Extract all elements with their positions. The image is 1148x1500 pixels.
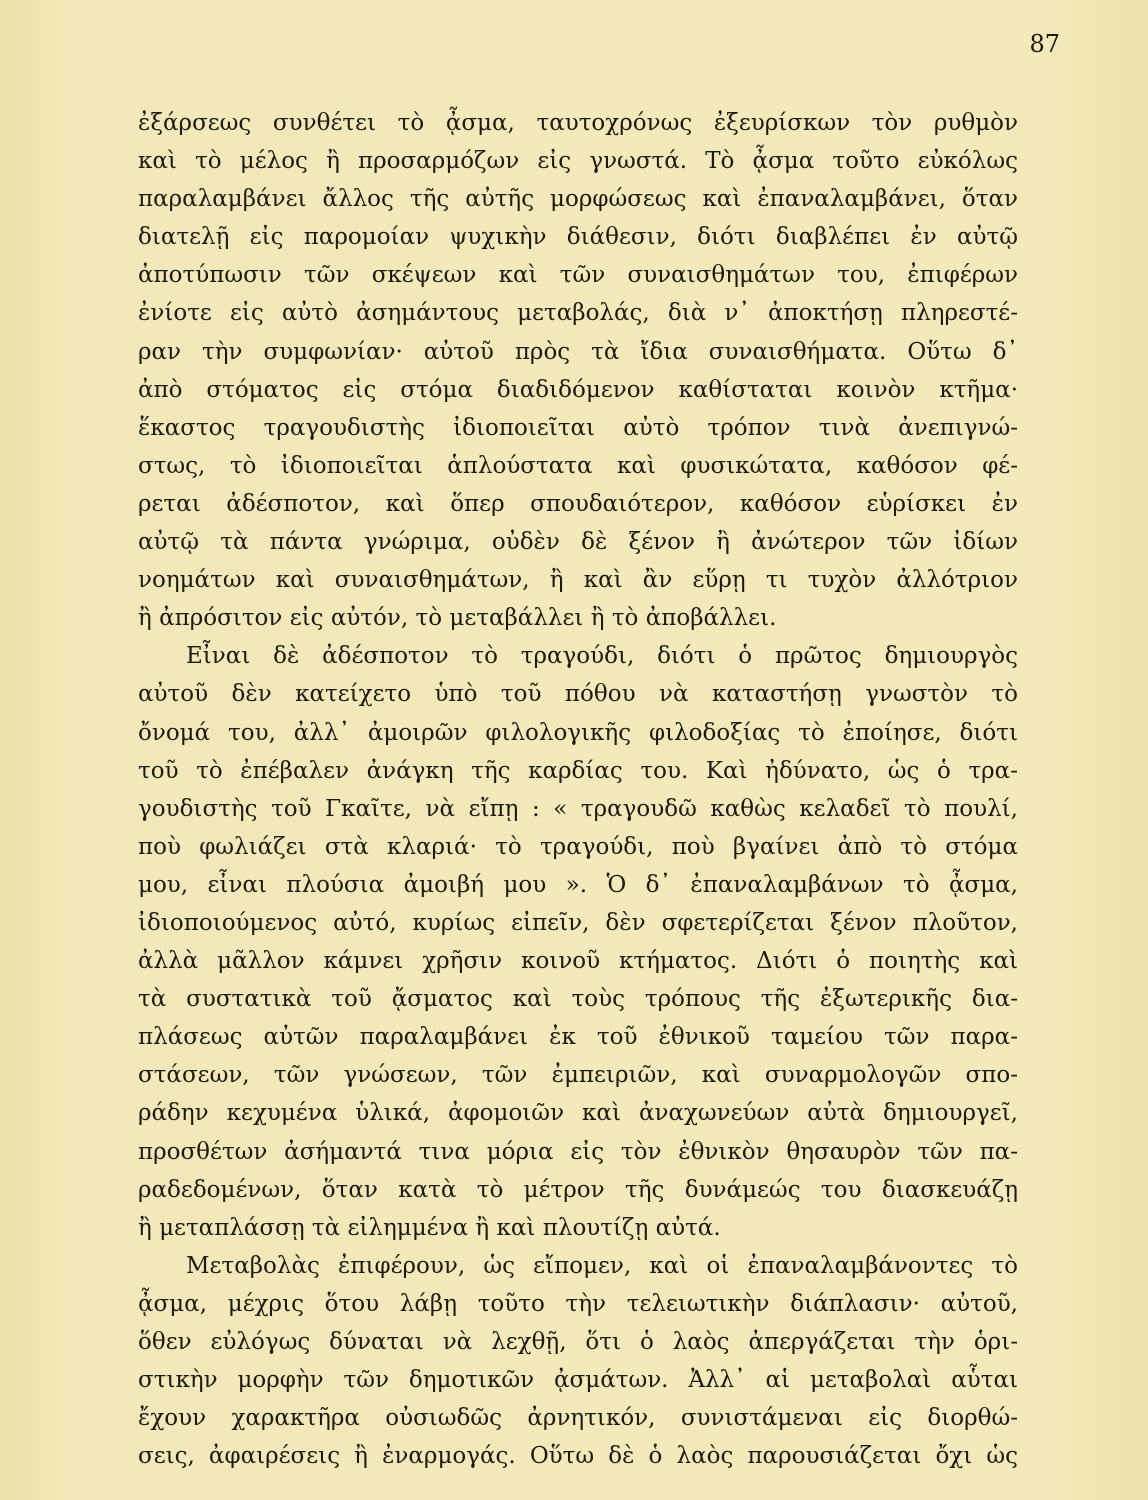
- text-line: ἐνίοτε εἰς αὐτὸ ἀσημάντους μεταβολάς, διὰ ν᾽ ἀποκτήσῃ πληρεστέ-: [138, 300, 1018, 327]
- text-line: στως, τὸ ἰδιοποιεῖται ἁπλούστατα καὶ φυσικώτατα, καθόσον φέ-: [138, 452, 1018, 479]
- body-text: [138, 104, 1018, 1475]
- text-line: ᾆσμα, μέχρις ὅτου λάβῃ τοῦτο τὴν τελειωτικὴν διάπλασιν· αὐτοῦ,: [138, 1290, 1018, 1317]
- text-line: διατελῇ εἰς παρομοίαν ψυχικὴν διάθεσιν, διότι διαβλέπει ἐν αὐτῷ: [138, 224, 1018, 251]
- text-line: πλάσεως αὐτῶν παραλαμβάνει ἐκ τοῦ ἐθνικοῦ ταμείου τῶν παρα-: [138, 1024, 1018, 1051]
- text-line: γουδιστὴς τοῦ Γκαῖτε, νὰ εἴπῃ : « τραγουδῶ καθὼς κελαδεῖ τὸ πουλί,: [138, 795, 1018, 822]
- text-line: νοημάτων καὶ συναισθημάτων, ἢ καὶ ἂν εὕρῃ τι τυχὸν ἀλλότριον: [138, 567, 1018, 594]
- text-line: ὅθεν εὐλόγως δύναται νὰ λεχθῇ, ὅτι ὁ λαὸς ἀπεργάζεται τὴν ὁρι-: [138, 1329, 1018, 1355]
- page-number: 87: [1029, 30, 1060, 58]
- text-line: ἀποτύπωσιν τῶν σκέψεων καὶ τῶν συναισθημάτων του, ἐπιφέρων: [138, 262, 1018, 289]
- text-line: ποὺ φωλιάζει στὰ κλαριά· τὸ τραγούδι, ποὺ βγαίνει ἀπὸ τὸ στόμα: [138, 833, 1018, 860]
- text-line: τὰ συστατικὰ τοῦ ᾄσματος καὶ τοὺς τρόπους τῆς ἐξωτερικῆς δια-: [138, 986, 1018, 1013]
- text-line: ἀλλὰ μᾶλλον κάμνει χρῆσιν κοινοῦ κτήματος. Διότι ὁ ποιητὴς καὶ: [138, 948, 1018, 975]
- text-line: ράδην κεχυμένα ὑλικά, ἀφομοιῶν καὶ ἀναχωνεύων αὐτὰ δημιουργεῖ,: [138, 1100, 1018, 1127]
- text-line: στικὴν μορφὴν τῶν δημοτικῶν ᾀσμάτων. Ἀλλ᾽ αἱ μεταβολαὶ αὗται: [138, 1367, 1018, 1394]
- text-line: ρεται ἀδέσποτον, καὶ ὅπερ σπουδαιότερον, καθόσον εὑρίσκει ἐν: [138, 490, 1018, 517]
- text-line: ἢ μεταπλάσσῃ τὰ εἰλημμένα ἢ καὶ πλουτίζῃ αὐτά.: [138, 1214, 721, 1241]
- text-line: στάσεων, τῶν γνώσεων, τῶν ἐμπειριῶν, καὶ συναρμολογῶν σπο-: [138, 1062, 1018, 1089]
- text-line: τοῦ τὸ ἐπέβαλεν ἀνάγκη τῆς καρδίας του. Καὶ ἠδύνατο, ὡς ὁ τρα-: [138, 757, 1018, 784]
- text-line: αὐτοῦ δὲν κατείχετο ὑπὸ τοῦ πόθου νὰ καταστήσῃ γνωστὸν τὸ: [138, 681, 1018, 708]
- text-line: αὐτῷ τὰ πάντα γνώριμα, οὐδὲν δὲ ξένον ἢ ἀνώτερον τῶν ἰδίων: [138, 529, 1018, 556]
- text-line: ἢ ἀπρόσιτον εἰς αὐτόν, τὸ μεταβάλλει ἢ τὸ ἀποβάλλει.: [138, 605, 777, 632]
- text-line: ἀπὸ στόματος εἰς στόμα διαδιδόμενον καθίσταται κοινὸν κτῆμα·: [138, 376, 1018, 403]
- text-line: μου, εἶναι πλούσια ἀμοιβή μου ». Ὁ δ᾽ ἐπαναλαμβάνων τὸ ᾆσμα,: [138, 871, 1018, 898]
- text-line: ἰδιοποιούμενος αὐτό, κυρίως εἰπεῖν, δὲν σφετερίζεται ξένον πλοῦτον,: [138, 909, 1018, 936]
- text-line: Εἶναι δὲ ἀδέσποτον τὸ τραγούδι, διότι ὁ πρῶτος δημιουργὸς: [186, 643, 1018, 670]
- text-line: ἕκαστος τραγουδιστὴς ἰδιοποιεῖται αὐτὸ τρόπον τινὰ ἀνεπιγνώ-: [138, 414, 1018, 441]
- text-line: Μεταβολὰς ἐπιφέρουν, ὡς εἴπομεν, καὶ οἱ ἐπαναλαμβάνοντες τὸ: [186, 1252, 1018, 1279]
- text-line: ὄνομά του, ἀλλ᾽ ἀμοιρῶν φιλολογικῆς φιλοδοξίας τὸ ἐποίησε, διότι: [138, 719, 1018, 746]
- text-line: ραν τὴν συμφωνίαν· αὐτοῦ πρὸς τὰ ἴδια συναισθήματα. Οὕτω δ᾽: [138, 338, 1018, 365]
- text-line: ραδεδομένων, ὅταν κατὰ τὸ μέτρον τῆς δυνάμεώς του διασκευάζῃ: [138, 1176, 1018, 1203]
- text-line: καὶ τὸ μέλος ἢ προσαρμόζων εἰς γνωστά. Τὸ ᾆσμα τοῦτο εὐκόλως: [138, 148, 1018, 175]
- text-line: παραλαμβάνει ἄλλος τῆς αὐτῆς μορφώσεως καὶ ἐπαναλαμβάνει, ὅταν: [138, 186, 1018, 213]
- text-line: ἔχουν χαρακτῆρα οὐσιωδῶς ἀρνητικόν, συνιστάμεναι εἰς διορθώ-: [138, 1405, 1018, 1432]
- text-line: σεις, ἀφαιρέσεις ἢ ἐναρμογάς. Οὕτω δὲ ὁ λαὸς παρουσιάζεται ὄχι ὡς: [138, 1443, 1018, 1470]
- text-line: ἐξάρσεως συνθέτει τὸ ᾆσμα, ταυτοχρόνως ἐξευρίσκων τὸν ρυθμὸν: [138, 110, 1018, 136]
- text-line: προσθέτων ἀσήμαντά τινα μόρια εἰς τὸν ἐθνικὸν θησαυρὸν τῶν πα-: [138, 1138, 1018, 1165]
